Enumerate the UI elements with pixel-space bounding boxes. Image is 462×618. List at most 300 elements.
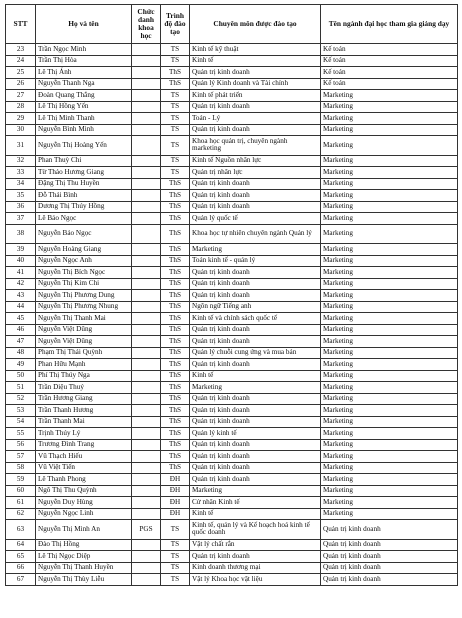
table-row [6,324,458,336]
cell-name: Nguyễn Thanh Nga [36,78,132,90]
cell-stt: 60 [6,485,36,497]
cell-stt: 52 [6,393,36,405]
table-row [6,224,458,244]
cell-program: Marketing [321,313,458,325]
cell-stt: 23 [6,44,36,56]
cell-name: Đào Thị Hồng [36,539,132,551]
cell-degree: ThS [161,201,190,213]
cell-name: Lê Bảo Ngọc [36,213,132,225]
table-row [6,290,458,302]
cell-program: Marketing [321,90,458,102]
cell-title [132,136,161,156]
cell-title [132,113,161,125]
table-row [6,393,458,405]
table-row [6,497,458,509]
cell-specialty: Quản trị kinh doanh [190,324,321,336]
cell-title [132,155,161,167]
cell-program: Kế toán [321,78,458,90]
table-row [6,44,458,56]
cell-name: Đặng Thị Thu Huyền [36,178,132,190]
table-row [6,574,458,586]
table-row [6,551,458,563]
cell-program: Marketing [321,267,458,279]
table-row [6,255,458,267]
cell-stt: 55 [6,428,36,440]
cell-degree: TS [161,90,190,102]
cell-program: Marketing [321,178,458,190]
cell-stt: 42 [6,278,36,290]
cell-name: Phạm Thị Thái Quỳnh [36,347,132,359]
cell-program: Kế toán [321,67,458,79]
cell-title [132,539,161,551]
cell-program: Marketing [321,278,458,290]
cell-degree: ThS [161,244,190,256]
cell-stt: 62 [6,508,36,520]
cell-degree: ThS [161,324,190,336]
cell-name: Phí Thị Thúy Nga [36,370,132,382]
cell-degree: ThS [161,416,190,428]
cell-program: Marketing [321,393,458,405]
cell-program: Marketing [321,359,458,371]
cell-name: Trịnh Thúy Lý [36,428,132,440]
cell-degree: ThS [161,382,190,394]
cell-specialty: Kinh tế, quản lý và Kế hoạch hoá kinh tế quốc doanh [190,520,321,540]
cell-specialty: Quản trị nhân lực [190,167,321,179]
cell-stt: 24 [6,55,36,67]
cell-degree: ĐH [161,474,190,486]
cell-stt: 50 [6,370,36,382]
cell-program: Marketing [321,167,458,179]
cell-title [132,313,161,325]
cell-specialty: Quản trị kinh doanh [190,101,321,113]
cell-stt: 46 [6,324,36,336]
cell-name: Nguyễn Thị Thanh Mai [36,313,132,325]
cell-title [132,301,161,313]
cell-title [132,167,161,179]
header-title: Chức danh khoa học [132,5,161,44]
cell-specialty: Quản trị kinh doanh [190,451,321,463]
cell-specialty: Quản trị kinh doanh [190,290,321,302]
cell-name: Trần Thanh Hương [36,405,132,417]
cell-title [132,370,161,382]
cell-specialty: Quản trị kinh doanh [190,462,321,474]
cell-program: Marketing [321,497,458,509]
cell-specialty: Marketing [190,485,321,497]
cell-stt: 57 [6,451,36,463]
cell-name: Nguyễn Thị Kim Chi [36,278,132,290]
table-row [6,90,458,102]
cell-specialty: Kinh tế Nguồn nhân lực [190,155,321,167]
cell-title [132,101,161,113]
cell-name: Trần Diệu Thuý [36,382,132,394]
cell-degree: ThS [161,370,190,382]
cell-stt: 54 [6,416,36,428]
cell-specialty: Quản trị kinh doanh [190,201,321,213]
cell-specialty: Kinh tế [190,508,321,520]
cell-degree: TS [161,539,190,551]
header-name: Họ và tên [36,5,132,44]
cell-specialty: Vật lý Khoa học vật liệu [190,574,321,586]
cell-title [132,359,161,371]
table-row [6,178,458,190]
cell-name: Nguyễn Thị Minh An [36,520,132,540]
table-row [6,201,458,213]
table-row [6,190,458,202]
cell-title [132,462,161,474]
cell-name: Ngô Thị Thu Quỳnh [36,485,132,497]
cell-degree: ThS [161,313,190,325]
cell-title [132,224,161,244]
cell-degree: TS [161,155,190,167]
cell-title [132,474,161,486]
cell-program: Marketing [321,382,458,394]
cell-program: Marketing [321,451,458,463]
cell-specialty: Quản lý chuỗi cung ứng và mua bán [190,347,321,359]
cell-specialty: Quản trị kinh doanh [190,416,321,428]
cell-degree: TS [161,136,190,156]
cell-degree: TS [161,574,190,586]
cell-degree: TS [161,124,190,136]
cell-name: Đỗ Thái Bình [36,190,132,202]
cell-name: Trần Hương Giang [36,393,132,405]
header-specialty: Chuyên môn được đào tạo [190,5,321,44]
cell-degree: ThS [161,290,190,302]
cell-name: Nguyễn Ngọc Linh [36,508,132,520]
cell-title [132,267,161,279]
cell-specialty: Cử nhân Kinh tế [190,497,321,509]
cell-specialty: Kinh tế phát triển [190,90,321,102]
table-row [6,428,458,440]
cell-specialty: Kinh tế [190,370,321,382]
cell-name: Nguyễn Thị Phương Nhung [36,301,132,313]
cell-degree: TS [161,551,190,563]
cell-program: Marketing [321,347,458,359]
table-row [6,67,458,79]
cell-stt: 63 [6,520,36,540]
table-row [6,474,458,486]
cell-specialty: Quản trị kinh doanh [190,474,321,486]
cell-degree: ThS [161,428,190,440]
cell-program: Marketing [321,428,458,440]
cell-stt: 25 [6,67,36,79]
cell-stt: 30 [6,124,36,136]
cell-specialty: Quản trị kinh doanh [190,267,321,279]
cell-specialty: Quản lý Kinh doanh và Tài chính [190,78,321,90]
cell-title [132,44,161,56]
cell-name: Lê Thị Ngọc Diệp [36,551,132,563]
cell-specialty: Toán kinh tế - quản lý [190,255,321,267]
cell-program: Marketing [321,416,458,428]
cell-title [132,324,161,336]
table-row [6,155,458,167]
table-row [6,336,458,348]
cell-name: Lê Thị Minh Thanh [36,113,132,125]
cell-degree: ĐH [161,497,190,509]
cell-title [132,393,161,405]
table-row [6,167,458,179]
table-row [6,462,458,474]
cell-name: Lê Thanh Phong [36,474,132,486]
table-row [6,359,458,371]
cell-title [132,451,161,463]
cell-name: Vũ Thạch Hiếu [36,451,132,463]
cell-stt: 41 [6,267,36,279]
cell-stt: 48 [6,347,36,359]
cell-name: Lê Thị Ánh [36,67,132,79]
table-row [6,55,458,67]
cell-stt: 33 [6,167,36,179]
cell-specialty: Quản trị kinh doanh [190,67,321,79]
table-row [6,267,458,279]
table-row [6,520,458,540]
cell-specialty: Quản trị kinh doanh [190,405,321,417]
cell-program: Quản trị kinh doanh [321,551,458,563]
cell-stt: 32 [6,155,36,167]
cell-program: Marketing [321,301,458,313]
cell-stt: 40 [6,255,36,267]
cell-degree: ThS [161,78,190,90]
cell-stt: 37 [6,213,36,225]
cell-title [132,574,161,586]
cell-name: Nguyễn Việt Dũng [36,324,132,336]
cell-degree: TS [161,520,190,540]
cell-program: Marketing [321,213,458,225]
cell-program: Quản trị kinh doanh [321,562,458,574]
cell-program: Marketing [321,405,458,417]
cell-name: Nguyễn Bảo Ngọc [36,224,132,244]
cell-degree: TS [161,167,190,179]
cell-stt: 26 [6,78,36,90]
cell-degree: ThS [161,462,190,474]
cell-title [132,278,161,290]
cell-name: Nguyễn Hoàng Giang [36,244,132,256]
cell-specialty: Marketing [190,382,321,394]
cell-name: Phan Thuỳ Chi [36,155,132,167]
cell-stt: 38 [6,224,36,244]
header-degree: Trình độ đào tạo [161,5,190,44]
table-row [6,382,458,394]
cell-specialty: Quản trị kinh doanh [190,551,321,563]
table-row [6,78,458,90]
cell-degree: ThS [161,451,190,463]
cell-degree: TS [161,55,190,67]
cell-specialty: Quản trị kinh doanh [190,178,321,190]
cell-degree: TS [161,562,190,574]
cell-degree: ThS [161,278,190,290]
cell-name: Phan Hữu Mạnh [36,359,132,371]
cell-stt: 58 [6,462,36,474]
cell-stt: 67 [6,574,36,586]
cell-degree: ThS [161,347,190,359]
cell-program: Marketing [321,155,458,167]
cell-specialty: Quản trị kinh doanh [190,278,321,290]
cell-degree: ThS [161,190,190,202]
cell-degree: ThS [161,267,190,279]
cell-stt: 66 [6,562,36,574]
table-body [6,44,458,586]
table-row [6,136,458,156]
cell-program: Marketing [321,255,458,267]
cell-stt: 61 [6,497,36,509]
cell-stt: 64 [6,539,36,551]
cell-degree: ThS [161,224,190,244]
cell-name: Từ Thảo Hương Giang [36,167,132,179]
cell-title [132,290,161,302]
cell-title [132,201,161,213]
cell-name: Nguyễn Bình Minh [36,124,132,136]
cell-specialty: Kinh doanh thương mại [190,562,321,574]
cell-stt: 59 [6,474,36,486]
table-row [6,562,458,574]
cell-name: Trần Ngọc Minh [36,44,132,56]
cell-degree: TS [161,101,190,113]
cell-specialty: Toán - Lý [190,113,321,125]
table-row [6,416,458,428]
cell-degree: ThS [161,439,190,451]
cell-specialty: Quản trị kinh doanh [190,439,321,451]
cell-program: Marketing [321,201,458,213]
table-row [6,508,458,520]
cell-name: Nguyễn Duy Hùng [36,497,132,509]
cell-title [132,178,161,190]
cell-program: Marketing [321,462,458,474]
cell-name: Nguyễn Việt Dũng [36,336,132,348]
cell-name: Đoàn Quang Thắng [36,90,132,102]
cell-specialty: Quản trị kinh doanh [190,336,321,348]
cell-title [132,124,161,136]
cell-name: Nguyễn Thị Thanh Huyền [36,562,132,574]
table-row [6,485,458,497]
header-program: Tên ngành đại học tham gia giảng dạy [321,5,458,44]
cell-program: Marketing [321,190,458,202]
cell-stt: 28 [6,101,36,113]
cell-specialty: Quản lý quốc tế [190,213,321,225]
cell-program: Marketing [321,485,458,497]
cell-specialty: Quản trị kinh doanh [190,393,321,405]
cell-program: Kế toán [321,44,458,56]
cell-specialty: Khoa học tự nhiên chuyên ngành Quản lý [190,224,321,244]
cell-specialty: Quản trị kinh doanh [190,124,321,136]
cell-name: Nguyễn Ngọc Anh [36,255,132,267]
cell-program: Marketing [321,224,458,244]
cell-program: Kế toán [321,55,458,67]
cell-program: Marketing [321,244,458,256]
table-row [6,439,458,451]
cell-name: Nguyễn Thị Phương Dung [36,290,132,302]
cell-name: Trương Đình Trang [36,439,132,451]
cell-program: Marketing [321,101,458,113]
table-row [6,313,458,325]
cell-degree: ĐH [161,485,190,497]
cell-degree: TS [161,113,190,125]
table-row [6,370,458,382]
cell-program: Marketing [321,336,458,348]
cell-stt: 36 [6,201,36,213]
cell-name: Vũ Việt Tiến [36,462,132,474]
cell-degree: ThS [161,336,190,348]
table-row [6,101,458,113]
cell-title [132,347,161,359]
cell-stt: 39 [6,244,36,256]
cell-title [132,244,161,256]
cell-name: Trần Thanh Mai [36,416,132,428]
cell-degree: ThS [161,301,190,313]
table-row [6,124,458,136]
cell-stt: 45 [6,313,36,325]
cell-title: PGS [132,520,161,540]
cell-title [132,508,161,520]
cell-specialty: Vật lý chất rắn [190,539,321,551]
cell-program: Marketing [321,124,458,136]
cell-program: Marketing [321,113,458,125]
cell-degree: ThS [161,67,190,79]
cell-stt: 51 [6,382,36,394]
table-row [6,113,458,125]
cell-name: Nguyễn Thị Hoàng Yến [36,136,132,156]
cell-specialty: Kinh tế [190,55,321,67]
cell-specialty: Khoa học quản trị, chuyên ngành marketing [190,136,321,156]
cell-stt: 31 [6,136,36,156]
cell-stt: 27 [6,90,36,102]
cell-degree: ThS [161,393,190,405]
cell-name: Dương Thị Thúy Hồng [36,201,132,213]
cell-stt: 34 [6,178,36,190]
cell-degree: ĐH [161,508,190,520]
cell-program: Quản trị kinh doanh [321,574,458,586]
cell-name: Nguyễn Thị Bích Ngọc [36,267,132,279]
cell-program: Marketing [321,370,458,382]
cell-title [132,551,161,563]
cell-stt: 65 [6,551,36,563]
cell-specialty: Kinh tế và chính sách quốc tế [190,313,321,325]
table-row [6,278,458,290]
cell-title [132,485,161,497]
cell-specialty: Marketing [190,244,321,256]
cell-program: Marketing [321,508,458,520]
cell-title [132,90,161,102]
cell-program: Marketing [321,474,458,486]
cell-specialty: Quản lý kinh tế [190,428,321,440]
cell-degree: ThS [161,405,190,417]
cell-title [132,78,161,90]
cell-stt: 47 [6,336,36,348]
cell-stt: 49 [6,359,36,371]
table-header-row [6,5,458,44]
cell-stt: 53 [6,405,36,417]
cell-program: Quản trị kinh doanh [321,539,458,551]
cell-title [132,428,161,440]
cell-program: Marketing [321,439,458,451]
cell-title [132,190,161,202]
cell-stt: 56 [6,439,36,451]
cell-title [132,416,161,428]
cell-specialty: Quản trị kinh doanh [190,359,321,371]
table-row [6,405,458,417]
table-row [6,539,458,551]
cell-name: Lê Thị Hồng Yến [36,101,132,113]
header-stt: STT [6,5,36,44]
cell-degree: ThS [161,178,190,190]
cell-stt: 43 [6,290,36,302]
table-row [6,244,458,256]
cell-title [132,405,161,417]
cell-title [132,213,161,225]
cell-specialty: Kinh tế kỹ thuật [190,44,321,56]
table-row [6,213,458,225]
cell-degree: ThS [161,213,190,225]
lecturer-table [5,4,458,586]
cell-stt: 44 [6,301,36,313]
